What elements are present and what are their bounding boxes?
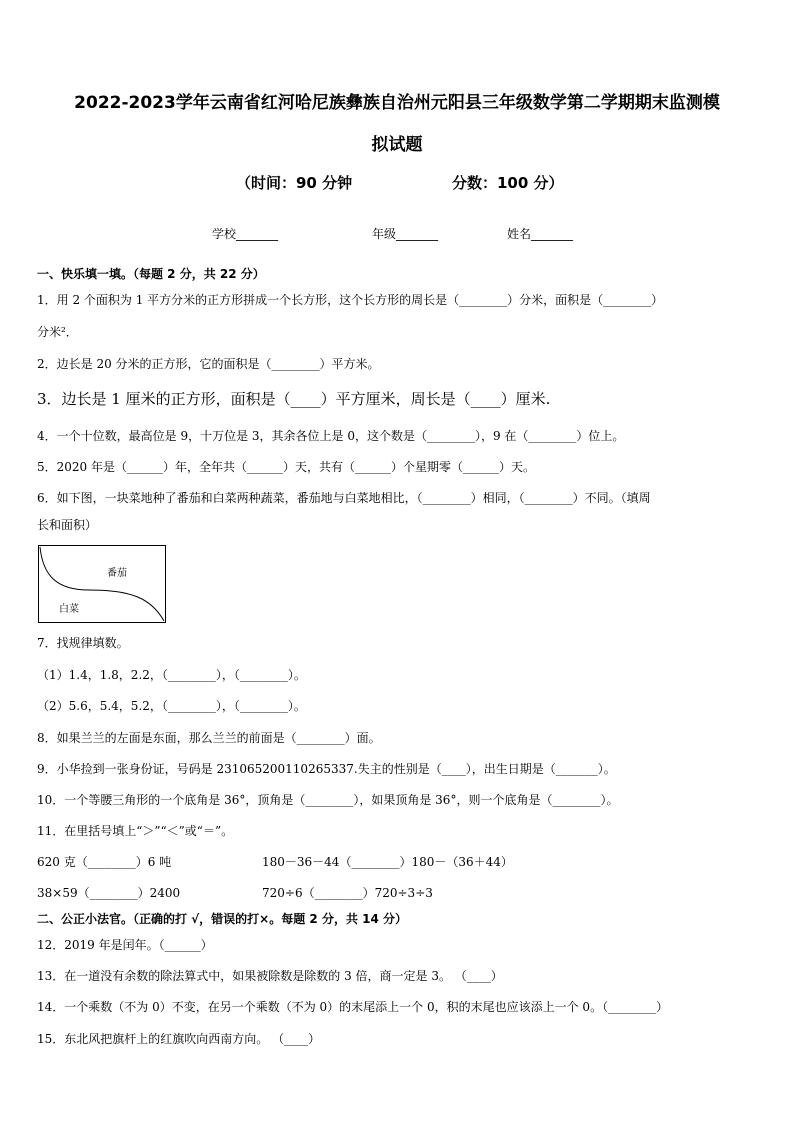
question-7: 7．找规律填数。 (37, 636, 129, 650)
question-10: 10．一个等腰三角形的一个底角是 36°，顶角是（________），如果顶角是 36°，则一个底角是（________）。 (37, 793, 619, 807)
question-7-1: （1）1.4，1.8，2.2，（________），（________）。 (37, 668, 306, 682)
question-1-cont: 分米²． (37, 325, 78, 339)
page-title-continued: 拟试题 (371, 135, 423, 155)
question-11-c: 38×59（________）2400 (37, 886, 181, 900)
question-2: 2．边长是 20 分米的正方形，它的面积是（________）平方米。 (37, 357, 380, 371)
question-7-2: （2）5.6，5.4，5.2，（________），（________）。 (37, 699, 306, 713)
question-5: 5．2020 年是（______）年，全年共（______）天，共有（______）个星期零（______）天。 (37, 460, 535, 474)
school-field: 学校_______ (212, 227, 279, 241)
time-label: （时间：90 分钟 (236, 174, 353, 192)
question-6-cont: 长和面积） (37, 518, 98, 532)
question-4: 4．一个十位数，最高位是 9，十万位是 3，其余各位上是 0，这个数是（________），9 在（________）位上。 (37, 429, 625, 443)
question-6: 6．如下图，一块菜地种了番茄和白菜两种蔬菜，番茄地与白菜地相比，（________）相同，（________）不同。（填周 (37, 491, 651, 505)
section-title: 二、公正小法官。（正确的打 √，错误的打×。每题 2 分，共 14 分） (37, 912, 407, 926)
grade-field: 年级_______ (372, 227, 439, 241)
question-11-a: 620 克（________）6 吨 (37, 855, 172, 869)
question-11-b: 180－36－44（________）180－（36＋44） (262, 855, 513, 869)
question-14: 14．一个乘数（不为 0）不变，在另一个乘数（不为 0）的末尾添上一个 0，积的末尾也应该添上一个 0。（________） (37, 1000, 669, 1014)
question-3: 3．边长是 1 厘米的正方形，面积是（____）平方厘米，周长是（____）厘米. (37, 390, 551, 408)
question-1: 1．用 2 个面积为 1 平方分米的正方形拼成一个长方形，这个长方形的周长是（________）分米，面积是（________） (37, 293, 664, 307)
question-13: 13．在一道没有余数的除法算式中，如果被除数是除数的 3 倍，商一定是 3。 （____） (37, 969, 503, 983)
section-title: 一、快乐填一填。（每题 2 分，共 22 分） (37, 267, 265, 281)
cabbage-label: 白菜 (59, 604, 79, 615)
tomato-label: 番茄 (107, 568, 127, 579)
field-diagram (38, 545, 166, 623)
score-label: 分数：100 分） (452, 174, 564, 192)
question-9: 9．小华捡到一张身份证，号码是 231065200110265337.失主的性别是（____），出生日期是（_______）。 (37, 762, 616, 776)
page-title: 2022-2023学年云南省红河哈尼族彝族自治州元阳县三年级数学第二学期期末监测模 (74, 93, 720, 113)
question-15: 15．东北风把旗杆上的红旗吹向西南方向。 （____） (37, 1032, 321, 1046)
question-11-d: 720÷6（________）720÷3÷3 (262, 886, 433, 900)
question-11: 11．在里括号填上“＞”“＜”或“＝”。 (37, 824, 234, 838)
question-12: 12．2019 年是闰年。（______） (37, 938, 213, 952)
name-field: 姓名_______ (507, 227, 574, 241)
question-8: 8．如果兰兰的左面是东面，那么兰兰的前面是（________）面。 (37, 731, 381, 745)
